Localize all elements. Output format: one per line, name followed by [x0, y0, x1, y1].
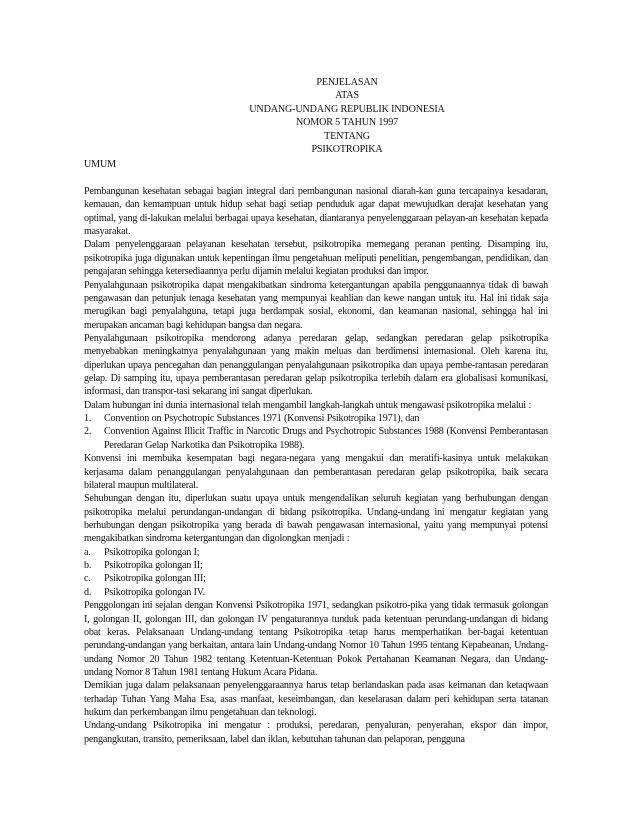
title-line-subject: PSIKOTROPIKA — [311, 144, 383, 156]
list-text: Psikotropika golongan III; — [104, 573, 206, 585]
list-item — [84, 425, 548, 452]
paragraph: Pembangunan kesehatan sebagai bagian integral dari pembangunan nasional diarah-kan guna tercapainya kesadaran, kemauan, dan kemampuan untuk hidup sehat bagi setiap penduduk agar dapat mewujudkan derajat kesehatan yang optimal, yang di-lakukan melalui berbagai upaya kesehatan, diantaranya penyelenggaraan pelayan-an kesehatan kepada masyarakat. — [84, 186, 548, 238]
list-marker: d. — [84, 586, 92, 598]
paragraph: Demikian juga dalam pelaksanaan penyelenggaraannya harus tetap berlandaskan pada asas keimanan dan ketaqwaan terhadap Tuhan Yang Maha Esa, asas manfaat, keseimbangan, dan keselarasan dalam peri kehidupan serta tatanan hukum dan perkembangan ilmu pengetahuan dan teknologi. — [84, 680, 548, 719]
paragraph: Penggolongan ini sejalan dengan Konvensi Psikotropika 1971, sedangkan psikotro-pika yang tidak termasuk golongan I, golongan II, golongan III, dan golongan IV pengaturannya tunduk pada ketentuan perundang-undangan di bidang obat keras. Pelaksanaan Undang-undang tentang Psikotropika tetap harus memperhatikan ber-bagai ketentuan perundang-undangan yang berkaitan, antara lain Undang-undang Nomor 10 Tahun 1995 tentang Kepabeanan, Undang-undang Nomor 20 Tahun 1982 tentang Ketentuan-Ketentuan Pokok Pertahanan Keamanan Negara, dan Undang-undang Nomor 8 Tahun 1981 tentang Hukum Acara Pidana. — [84, 600, 548, 678]
list-marker: 2. — [84, 426, 92, 438]
list-marker: 1. — [84, 413, 92, 425]
list-marker: a. — [84, 546, 91, 558]
title-line-penjelasan: PENJELASAN — [316, 77, 378, 88]
paragraph: Konvensi ini membuka kesempatan bagi negara-negara yang mengakui dan meratifi-kasinya untuk melakukan kerjasama dalam penanggulangan penyalahgunaan dan pemberantasan peredaran gelap psikotropika, baik secara bilateral maupun multilateral. — [84, 453, 548, 491]
title-line-number: NOMOR 5 TAHUN 1997 — [295, 117, 398, 129]
document-body — [84, 185, 548, 746]
list-text: Psikotropika golongan II; — [104, 560, 203, 572]
list-text: Psikotropika golongan I; — [104, 546, 200, 558]
list-marker: c. — [84, 573, 91, 585]
paragraph: Sehubungan dengan itu, diperlukan suatu upaya untuk mengendalikan seluruh kegiatan yang berhubungan dengan psikotropika melalui perundangan-undangan di bidang psikotropika. Undang-undang ini mengatur kegiatan yang berhubungan dengan psikotropika yang berada di bawah pengawasan internasional, yaitu yang mempunyai potensi mengakibatkan sindroma ketergantungan dan digolongkan menjadi : — [84, 493, 548, 545]
list-text: Psikotropika golongan IV. — [104, 586, 205, 598]
title-line-law: UNDANG-UNDANG REPUBLIK INDONESIA — [249, 103, 445, 115]
paragraph: Dalam penyelenggaraan pelayanan kesehatan tersebut, psikotropika memegang peranan penting. Disamping itu, psikotropika juga digunakan untuk kepentingan ilmu pengetahuan meliputi penelitian, pengembangan, pendidikan, dan pengajaran sehingga ketersediaannya perlu dijamin melalui kegiatan produksi dan impor. — [84, 239, 548, 278]
paragraph: Dalam hubungan ini dunia internasional telah mengambil langkah-langkah untuk mengawasi psikotropika melalui : — [84, 399, 532, 411]
list-marker: b. — [84, 560, 92, 572]
list-text: Convention Against Illicit Traffic in Narcotic Drugs and Psychotropic Substances 1988 (Konvensi Pemberantasan Peredaran Gelap Narkotika dan Psikotropika 1988). — [104, 426, 548, 451]
list-item — [84, 586, 548, 599]
list-item — [84, 412, 548, 425]
document-title — [0, 76, 638, 156]
section-heading: UMUM — [84, 159, 116, 170]
list-item — [84, 546, 548, 559]
paragraph: Undang-undang Psikotropika ini mengatur : produksi, peredaran, penyaluran, penyerahan, ekspor dan impor, pengangkutan, transito, pemeriksaan, label dan iklan, kebutuhan tahunan dan pelaporan, pengguna — [84, 720, 548, 745]
title-line-tentang: TENTANG — [324, 130, 370, 142]
list-text: Convention on Psychotropic Substances 1971 (Konvensi Psikotropika 1971), dan — [104, 413, 420, 425]
list-item — [84, 559, 548, 572]
list-item — [84, 572, 548, 585]
title-line-atas: ATAS — [335, 90, 359, 102]
paragraph: Penyalahgunaan psikotropika dapat mengakibatkan sindroma ketergantungan apabila penggunaannya tidak di bawah pengawasan dan petunjuk tenaga kesehatan yang mempunyai keahlian dan kewe nangan untuk itu. Hal ini tidak saja merugikan bagi penyalahguna, tetapi juga berdampak sosial, ekonomi, dan keamanan nasional, sehingga hal ini merupakan ancaman bagi kehidupan bangsa dan negara. — [84, 279, 548, 331]
paragraph: Penyalahgunaan psikotropika mendorong adanya peredaran gelap, sedangkan peredaran gelap psikotropika menyebabkan meningkatnya penyalahgunaan yang makin meluas dan berdimensi internasional. Oleh karena itu, diperlukan upaya pencegahan dan penanggulangan penyalahgunaan psikotropika dan upaya pembe-rantasan peredaran gelap. Di samping itu, upaya pemberantasan peredaran gelap psikotropika terlebih dalam era globalisasi komunikasi, informasi, dan transpor-tasi sekarang ini sangat diperlukan. — [84, 332, 548, 398]
